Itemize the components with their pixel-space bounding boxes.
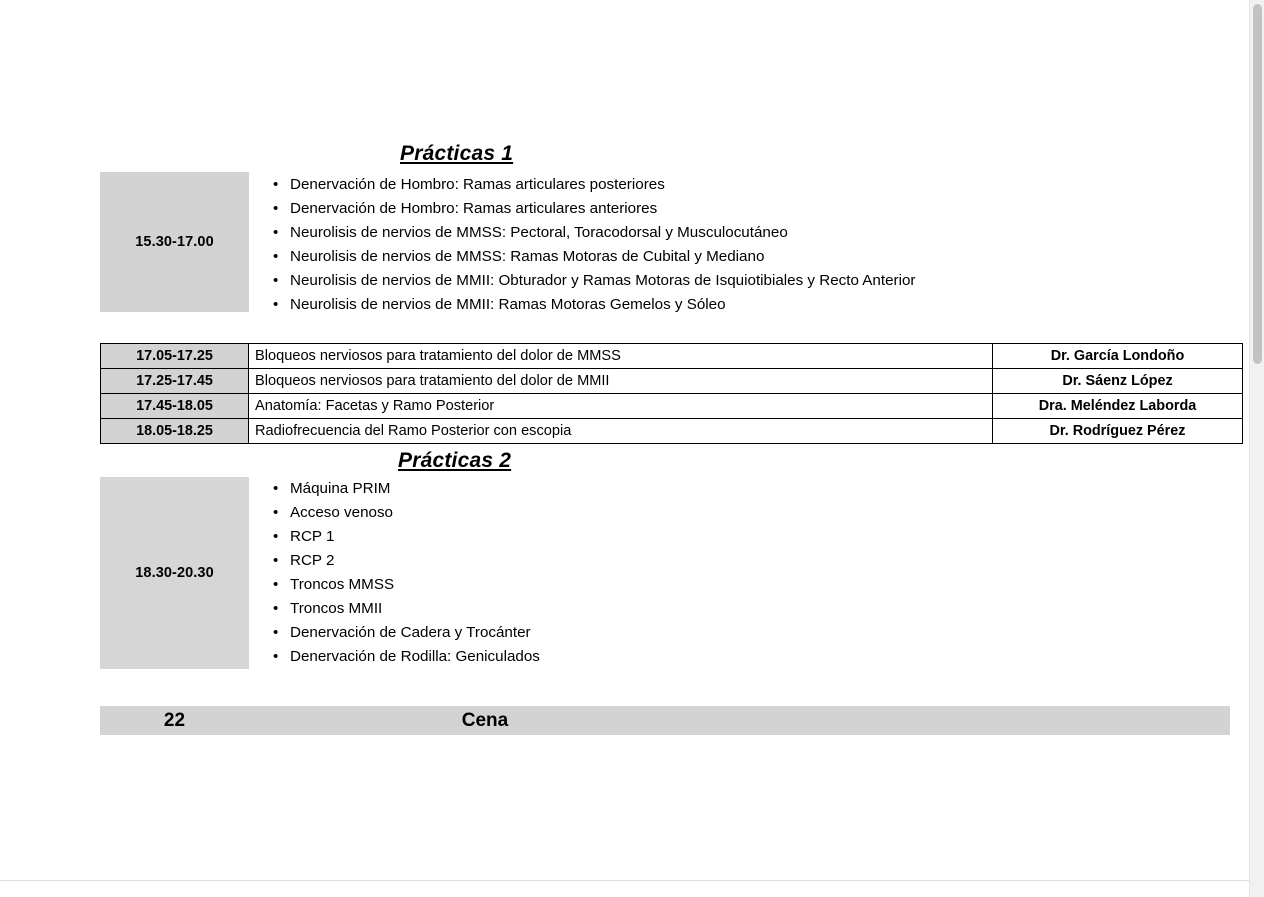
talk-speaker: Dr. Rodríguez Pérez — [993, 419, 1243, 444]
list-item: • Denervación de Cadera y Trocánter — [255, 621, 540, 645]
table-row — [101, 394, 1243, 419]
dinner-row — [100, 706, 1230, 735]
talk-speaker: Dr. García Londoño — [993, 344, 1243, 369]
talk-topic: Bloqueos nerviosos para tratamiento del dolor de MMSS — [249, 344, 993, 369]
list-item: • Troncos MMSS — [255, 573, 540, 597]
practicas-2-block — [100, 477, 1230, 669]
talk-speaker: Dr. Sáenz López — [993, 369, 1243, 394]
list-item: • Máquina PRIM — [255, 477, 540, 501]
list-item: • Neurolisis de nervios de MMII: Ramas Motoras Gemelos y Sóleo — [255, 293, 915, 317]
list-item: • RCP 1 — [255, 525, 540, 549]
list-item: • Troncos MMII — [255, 597, 540, 621]
section-title-practicas-1: Prácticas 1 — [400, 142, 514, 165]
practicas-1-block — [100, 172, 1230, 312]
practicas-2-time: 18.30-20.30 — [100, 477, 249, 669]
list-item: • Neurolisis de nervios de MMII: Obturador y Ramas Motoras de Isquiotibiales y Recto Anterior — [255, 269, 915, 293]
table-row — [101, 369, 1243, 394]
talk-speaker: Dra. Meléndez Laborda — [993, 394, 1243, 419]
section-title-practicas-2: Prácticas 2 — [398, 449, 512, 472]
list-item: • RCP 2 — [255, 549, 540, 573]
talk-topic: Radiofrecuencia del Ramo Posterior con escopia — [249, 419, 993, 444]
talk-topic: Bloqueos nerviosos para tratamiento del dolor de MMII — [249, 369, 993, 394]
talk-time: 18.05-18.25 — [101, 419, 249, 444]
dinner-time: 22 — [163, 710, 186, 731]
talk-topic: Anatomía: Facetas y Ramo Posterior — [249, 394, 993, 419]
page-bottom-edge — [0, 880, 1250, 881]
dinner-label: Cena — [461, 710, 509, 731]
practicas-1-list — [255, 173, 915, 317]
list-item: • Neurolisis de nervios de MMSS: Ramas Motoras de Cubital y Mediano — [255, 245, 915, 269]
list-item: • Acceso venoso — [255, 501, 540, 525]
list-item: • Denervación de Rodilla: Geniculados — [255, 645, 540, 669]
table-row — [101, 419, 1243, 444]
list-item: • Denervación de Hombro: Ramas articulares anteriores — [255, 197, 915, 221]
talk-time: 17.45-18.05 — [101, 394, 249, 419]
practicas-1-time: 15.30-17.00 — [100, 172, 249, 312]
table-row — [101, 344, 1243, 369]
list-item: • Neurolisis de nervios de MMSS: Pectoral, Toracodorsal y Musculocutáneo — [255, 221, 915, 245]
scrollbar-thumb[interactable] — [1253, 4, 1262, 364]
talks-table — [100, 343, 1243, 444]
talk-time: 17.25-17.45 — [101, 369, 249, 394]
list-item: • Denervación de Hombro: Ramas articulares posteriores — [255, 173, 915, 197]
vertical-scrollbar[interactable] — [1249, 0, 1264, 897]
practicas-2-list — [255, 477, 540, 669]
talk-time: 17.05-17.25 — [101, 344, 249, 369]
